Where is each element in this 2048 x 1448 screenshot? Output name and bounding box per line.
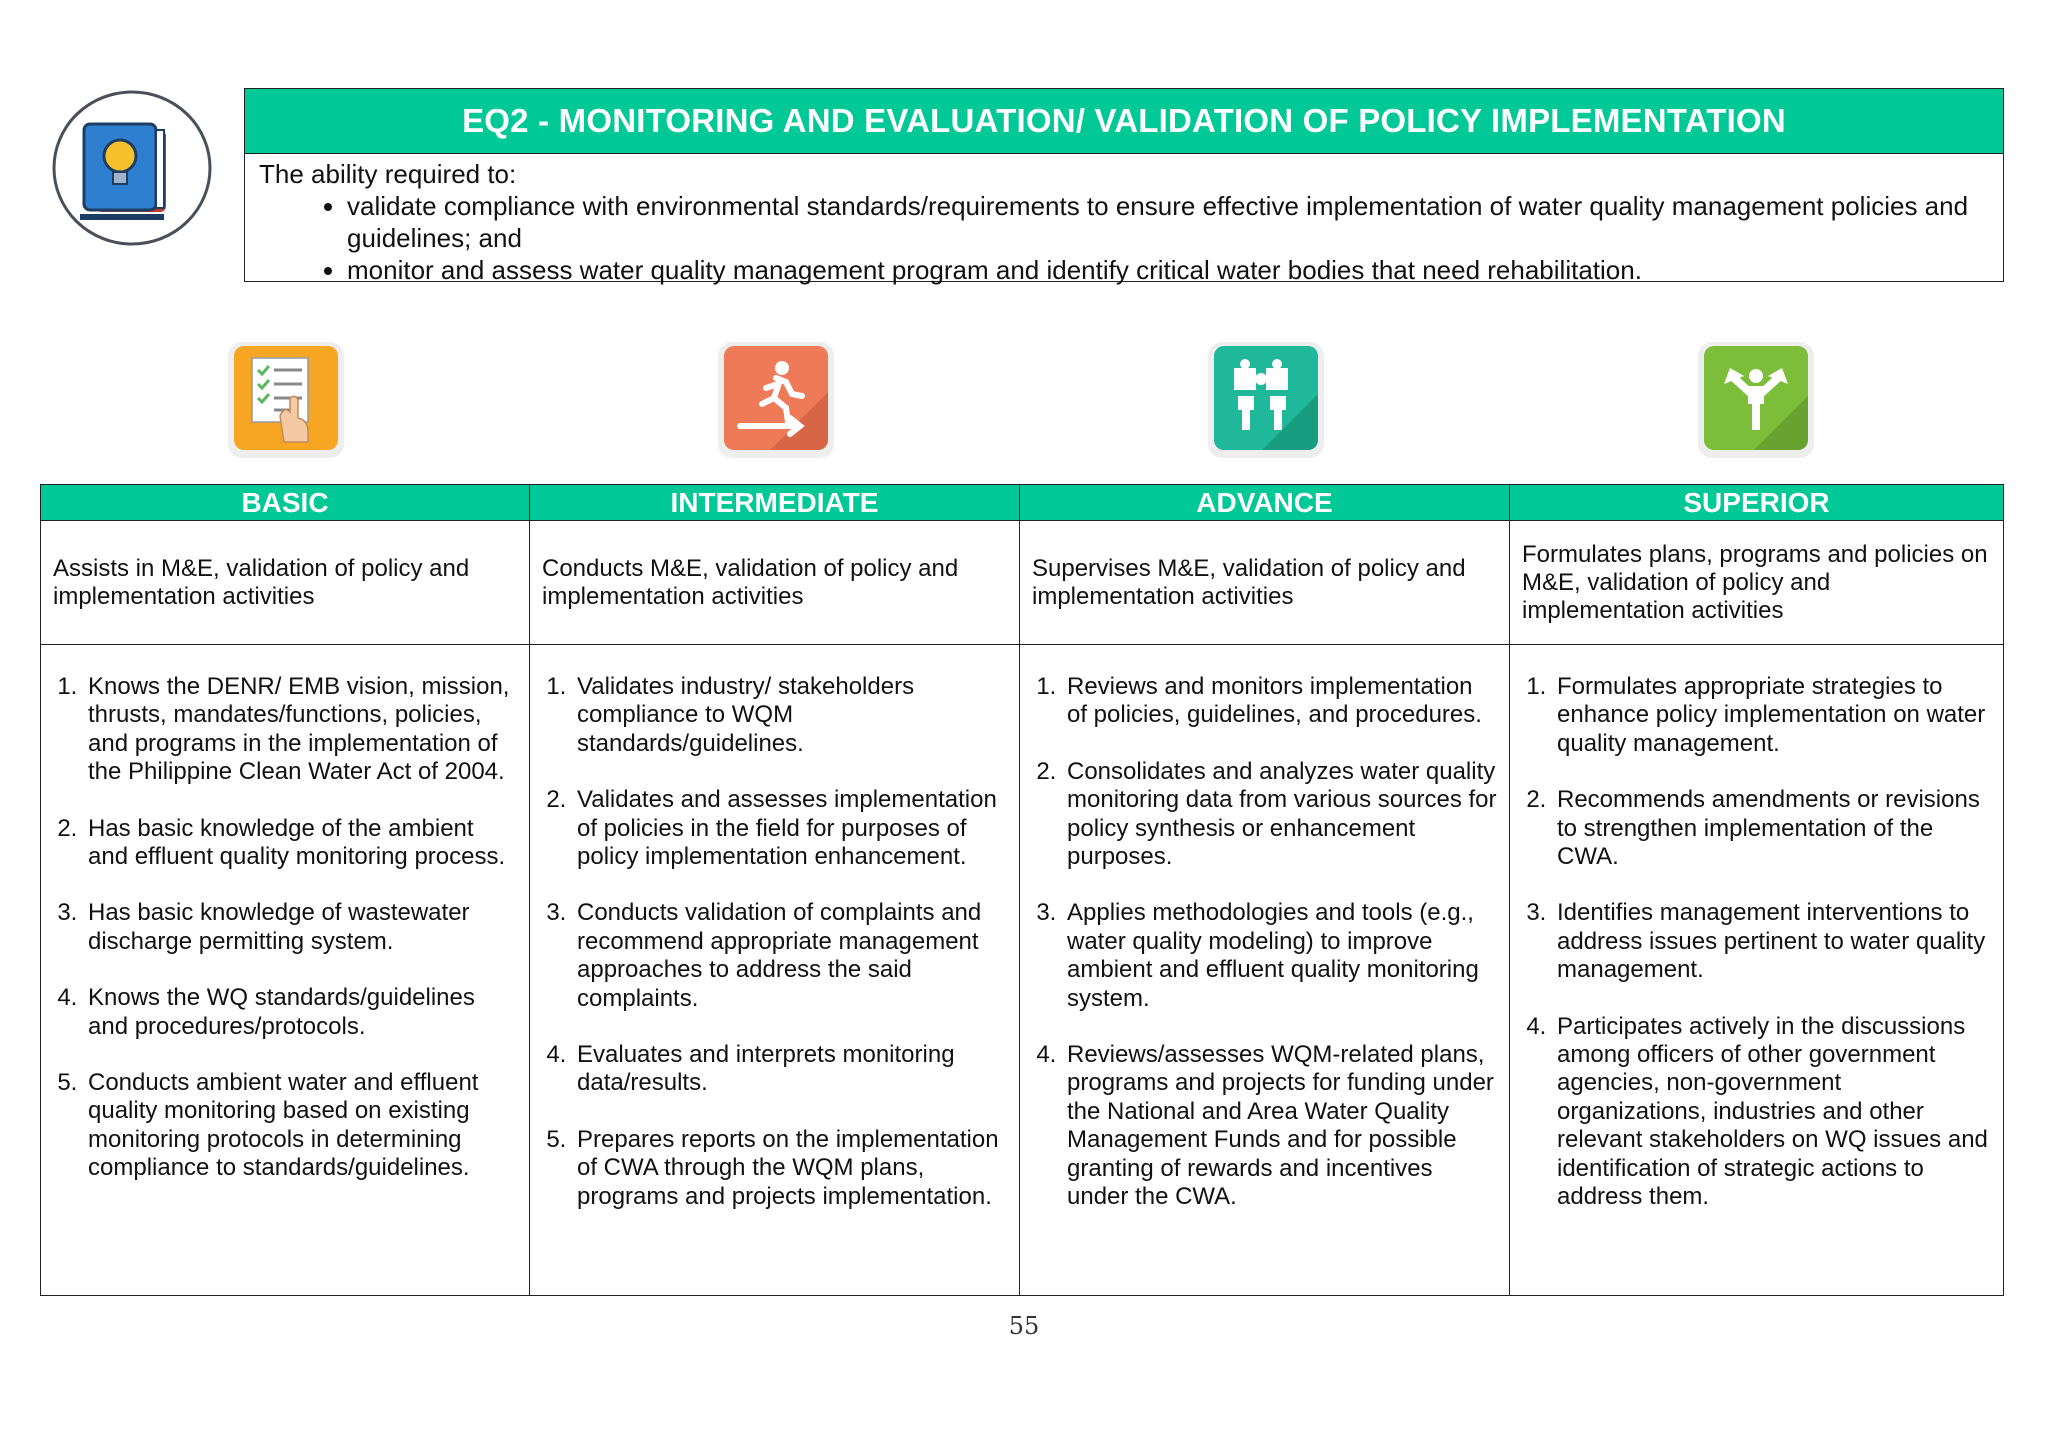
indicator-item: 4. Participates actively in the discussions among officers of other government agencies, non-government organizations, industries and other relevant stakeholders on WQ issues and identification of strategic actions to address them.: [1553, 1013, 1991, 1212]
indicator-item: 1. Knows the DENR/ EMB vision, mission, thrusts, mandates/functions, policies, and programs in the implementation of the Philippine Clean Water Act of 2004.: [84, 673, 517, 787]
two-people-puzzle-icon: [1200, 334, 1332, 466]
indicator-list: [542, 673, 1007, 1211]
indicator-item: 2. Recommends amendments or revisions to strengthen implementation of the CWA.: [1553, 786, 1991, 871]
indicator-list: [53, 673, 517, 1183]
indicator-item: 4. Knows the WQ standards/guidelines and procedures/protocols.: [84, 984, 517, 1041]
ability-item: • validate compliance with environmental standards/requirements to ensure effective implementation of water quality management policies and guidelines; and: [347, 190, 1991, 254]
indicator-item: 1. Reviews and monitors implementation of policies, guidelines, and procedures.: [1063, 673, 1497, 730]
intro-text: The ability required to:: [259, 159, 517, 189]
diverging-arrows-person-icon: [1690, 334, 1822, 466]
level-header-advance: ADVANCE: [1020, 485, 1510, 521]
description-text: Conducts M&E, validation of policy and implementation activities: [542, 554, 959, 610]
level-description-intermediate: [530, 521, 1020, 645]
competency-levels-table: [40, 484, 2004, 1296]
indicator-item: 4. Evaluates and interprets monitoring data/results.: [573, 1041, 1007, 1098]
indicator-item: 3. Has basic knowledge of wastewater discharge permitting system.: [84, 899, 517, 956]
indicator-item: 4. Reviews/assesses WQM-related plans, programs and projects for funding under the National and Area Water Quality Management Funds and for possible granting of rewards and incentives under the CWA.: [1063, 1041, 1497, 1211]
level-header-basic: BASIC: [41, 485, 530, 521]
indicator-item: 5. Prepares reports on the implementation of CWA through the WQM plans, programs and projects implementation.: [573, 1126, 1007, 1211]
level-indicators-basic: [41, 645, 530, 1295]
competency-title: EQ2 - MONITORING AND EVALUATION/ VALIDATION OF POLICY IMPLEMENTATION: [245, 89, 2003, 154]
page-number: 55: [1008, 1312, 1040, 1340]
description-text: Supervises M&E, validation of policy and implementation activities: [1032, 554, 1466, 610]
competency-header: [244, 88, 2004, 285]
level-indicators-superior: [1510, 645, 2003, 1295]
indicator-item: 2. Has basic knowledge of the ambient and effluent quality monitoring process.: [84, 815, 517, 872]
lightbulb-book-icon: [52, 90, 212, 246]
indicator-item: 1. Validates industry/ stakeholders compliance to WQM standards/guidelines.: [573, 673, 1007, 758]
competency-description: [245, 154, 2003, 286]
indicator-item: 3. Identifies management interventions to address issues pertinent to water quality management.: [1553, 899, 1991, 984]
indicator-item: 5. Conducts ambient water and effluent quality monitoring based on existing monitoring protocols in determining compliance to standards/guidelines.: [84, 1069, 517, 1183]
running-person-exit-icon: [710, 334, 842, 466]
level-header-intermediate: INTERMEDIATE: [530, 485, 1020, 521]
indicator-list: [1522, 673, 1991, 1212]
level-description-basic: [41, 521, 530, 645]
description-text: Assists in M&E, validation of policy and implementation activities: [53, 554, 470, 610]
level-indicators-intermediate: [530, 645, 1020, 1295]
indicator-item: 1. Formulates appropriate strategies to enhance policy implementation on water quality management.: [1553, 673, 1991, 758]
level-indicators-advance: [1020, 645, 1510, 1295]
indicator-item: 2. Consolidates and analyzes water quality monitoring data from various sources for policy synthesis or enhancement purposes.: [1063, 758, 1497, 872]
ability-list: [259, 190, 1991, 286]
checklist-clipboard-icon: [220, 334, 352, 466]
indicator-list: [1032, 673, 1497, 1212]
level-description-superior: [1510, 521, 2003, 645]
indicator-item: 2. Validates and assesses implementation of policies in the field for purposes of policy implementation enhancement.: [573, 786, 1007, 871]
ability-item: • monitor and assess water quality management program and identify critical water bodies that need rehabilitation.: [347, 254, 1991, 286]
level-description-advance: [1020, 521, 1510, 645]
description-text: Formulates plans, programs and policies on M&E, validation of policy and implementation activities: [1522, 540, 1988, 624]
indicator-item: 3. Conducts validation of complaints and recommend appropriate management approaches to address the said complaints.: [573, 899, 1007, 1013]
indicator-item: 3. Applies methodologies and tools (e.g., water quality modeling) to improve ambient and effluent quality monitoring system.: [1063, 899, 1497, 1013]
level-header-superior: SUPERIOR: [1510, 485, 2003, 521]
